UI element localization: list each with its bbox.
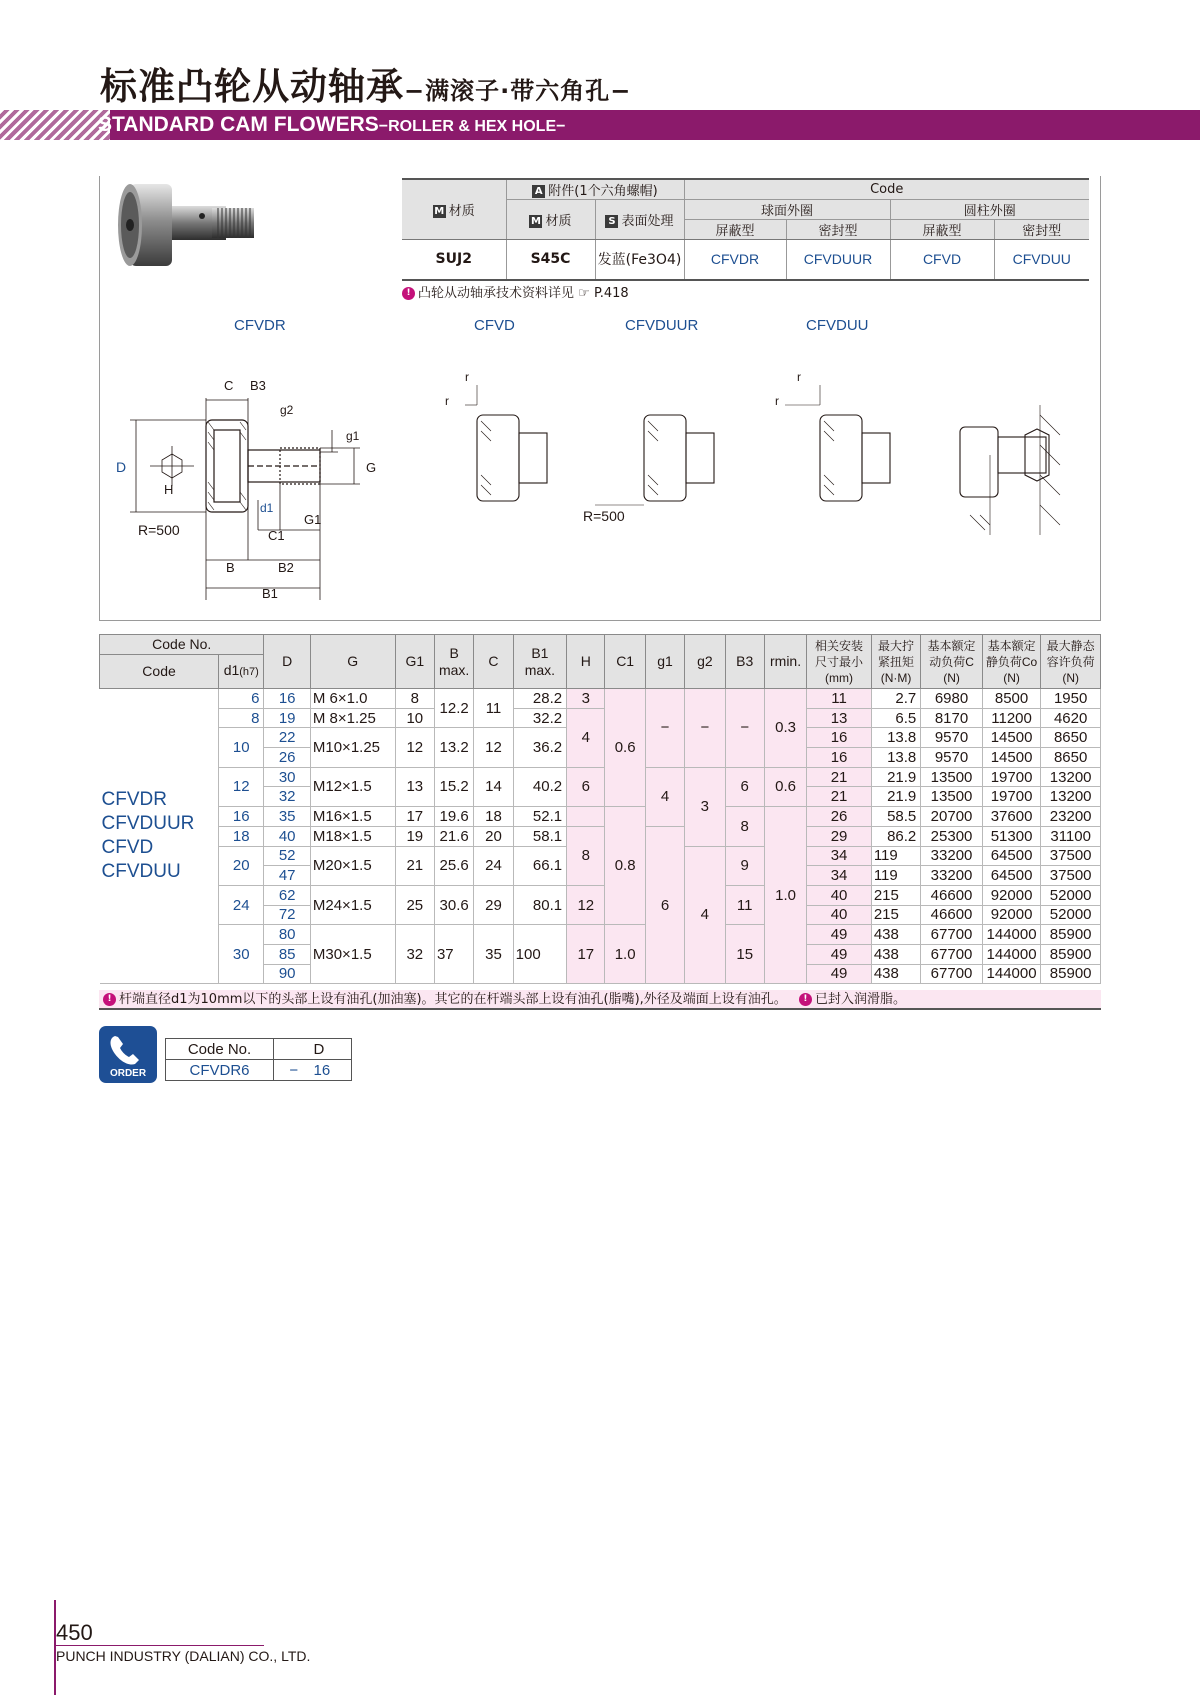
sealed-header: 密封型 (786, 220, 890, 240)
drawing-label-cfvd: CFVD (474, 317, 515, 334)
banner-stripes (0, 110, 110, 140)
table-row: 18 40 M18×1.5 19 21.6 20 58.1 8 6 29 86.2 25300 51300 31100 (100, 826, 1101, 846)
shielded-header: 屏蔽型 (684, 220, 786, 240)
col-mount: 相关安装 尺寸最小 (mm) (807, 635, 872, 689)
tech-note: ! 凸轮从动轴承技术资料详见 ☞ P.418 (402, 282, 629, 301)
table-row: 85 49 438 67700 144000 85900 (100, 944, 1101, 964)
col-dynamic-load: 基本额定 动负荷C (N) (921, 635, 983, 689)
sealed-header: 密封型 (994, 220, 1089, 240)
table-row: CFVDR CFVDUUR CFVD CFVDUU 6 16 M 6×1.0 8 12.2 11 28.2 3 0.6 − − − 0.3 11 2.7 6980 8500 1950 (100, 689, 1101, 709)
footnote: ! 杆端直径d1为10mm以下的头部上设有油孔(加油塞)。其它的在杆端头部上设有油孔(脂嘴),外径及端面上设有油孔。 ! 已封入润滑脂。 (99, 990, 1101, 1010)
english-title: STANDARD CAM FLOWERS−ROLLER & HEX HOLE− (98, 113, 566, 136)
svg-text:C1: C1 (268, 528, 285, 543)
order-example-table: Code No. D CFVDR6 − 16 (165, 1038, 352, 1081)
table-row: 90 49 438 67700 144000 85900 (100, 964, 1101, 984)
svg-text:G: G (366, 460, 377, 475)
svg-text:g1: g1 (346, 429, 360, 443)
company-name: PUNCH INDUSTRY (DALIAN) CO., LTD. (56, 1648, 311, 1664)
shielded-header: 屏蔽型 (890, 220, 994, 240)
code-cfvd: CFVD (890, 240, 994, 280)
svg-text:H: H (164, 482, 174, 497)
svg-text:C: C (224, 378, 234, 393)
col-G1: G1 (395, 635, 434, 689)
info-icon: ! (799, 993, 812, 1006)
col-code: Code (100, 655, 219, 689)
col-d1: d1(h7) (219, 655, 264, 689)
table-row: 30 80 M30×1.5 32 37 35 100 17 1.0 15 49 438 67700 144000 85900 (100, 925, 1101, 945)
svg-text:B: B (226, 560, 235, 575)
table-row: 20 52 M20×1.5 21 25.6 24 66.1 4 9 34 119 33200 64500 37500 (100, 846, 1101, 866)
col-B3: B3 (725, 635, 764, 689)
accessory-material-header: M 材质 (506, 200, 595, 240)
col-g2: g2 (685, 635, 725, 689)
drawing-label-cfvduur: CFVDUUR (625, 317, 699, 334)
svg-text:B1: B1 (262, 586, 278, 601)
svg-text:r: r (797, 370, 801, 384)
svg-text:D: D (116, 459, 127, 475)
phone-icon (99, 1028, 157, 1072)
accessory-material-value: S45C (506, 240, 595, 280)
svg-text:B3: B3 (250, 378, 266, 393)
col-code-no: Code No. (100, 635, 264, 655)
info-icon: ! (402, 287, 415, 300)
svg-text:r: r (465, 370, 469, 384)
col-C1: C1 (605, 635, 645, 689)
table-row: 26 16 13.8 9570 14500 8650 (100, 748, 1101, 768)
svg-text:g2: g2 (280, 403, 294, 417)
col-D: D (264, 635, 310, 689)
order-code: CFVDR6 (166, 1060, 274, 1081)
svg-text:d1: d1 (260, 501, 274, 515)
order-d: 16 (314, 1060, 352, 1081)
col-B: B max. (434, 635, 473, 689)
table-row: 16 35 M16×1.5 17 19.6 18 52.1 0.8 8 1.0 26 58.5 20700 37600 23200 (100, 807, 1101, 827)
svg-text:R=500: R=500 (138, 522, 180, 538)
order-icon: ORDER (99, 1026, 157, 1083)
page-title: 标准凸轮从动轴承−满滚子·带六角孔− (100, 65, 632, 108)
col-B1: B1 max. (513, 635, 566, 689)
col-g1: g1 (645, 635, 684, 689)
svg-text:r: r (775, 394, 779, 408)
material-header: M 材质 (402, 179, 506, 240)
section-drawings (425, 365, 1115, 545)
table-row: 24 62 M24×1.5 25 30.6 29 80.1 12 11 40 215 46600 92000 52000 (100, 885, 1101, 905)
col-H: H (567, 635, 605, 689)
table-row: 12 30 M12×1.5 13 15.2 14 40.2 6 4 3 6 0.6 21 21.9 13500 19700 13200 (100, 767, 1101, 787)
info-icon: ! (103, 993, 116, 1006)
data-table (99, 634, 1101, 984)
table-row: 10 22 M10×1.25 12 13.2 12 36.2 16 13.8 9570 14500 8650 (100, 728, 1101, 748)
code-cfvduu: CFVDUU (994, 240, 1089, 280)
drawing-label-cfvdr: CFVDR (234, 317, 286, 334)
surface-header: S 表面处理 (595, 200, 684, 240)
col-static-load: 基本额定 静负荷Co (N) (982, 635, 1041, 689)
code-cfvduur: CFVDUUR (786, 240, 890, 280)
material-value: SUJ2 (402, 240, 506, 280)
svg-text:G1: G1 (304, 512, 322, 527)
svg-text:R=500: R=500 (583, 508, 625, 524)
cfvdr-dimension-drawing (110, 360, 400, 605)
spherical-header: 球面外圈 (684, 200, 890, 220)
cylindrical-header: 圆柱外圈 (890, 200, 1089, 220)
code-cfvdr: CFVDR (684, 240, 786, 280)
page-number: 450 (56, 1620, 93, 1645)
col-rmin: rmin. (764, 635, 806, 689)
drawing-label-cfvduu: CFVDUU (806, 317, 869, 334)
col-torque: 最大拧 紧扭矩 (N·M) (871, 635, 920, 689)
table-row: 47 34 119 33200 64500 37500 (100, 866, 1101, 886)
product-photo (112, 178, 262, 276)
surface-value: 发蓝(Fe3O4) (595, 240, 684, 280)
table-row: 32 21 21.9 13500 19700 13200 (100, 787, 1101, 807)
svg-text:r: r (445, 394, 449, 408)
accessory-header: A 附件(1个六角螺帽) (506, 179, 684, 200)
col-C: C (474, 635, 513, 689)
code-header: Code (684, 179, 1089, 200)
table-row: 8 19 M 8×1.25 10 32.2 4 13 6.5 8170 11200 4620 (100, 708, 1101, 728)
spec-table (402, 178, 1089, 281)
table-row: 72 40 215 46600 92000 52000 (100, 905, 1101, 925)
svg-text:B2: B2 (278, 560, 294, 575)
code-list: CFVDR CFVDUUR CFVD CFVDUU (100, 689, 219, 984)
col-allowable-load: 最大静态 容许负荷 (N) (1041, 635, 1101, 689)
col-G: G (310, 635, 395, 689)
